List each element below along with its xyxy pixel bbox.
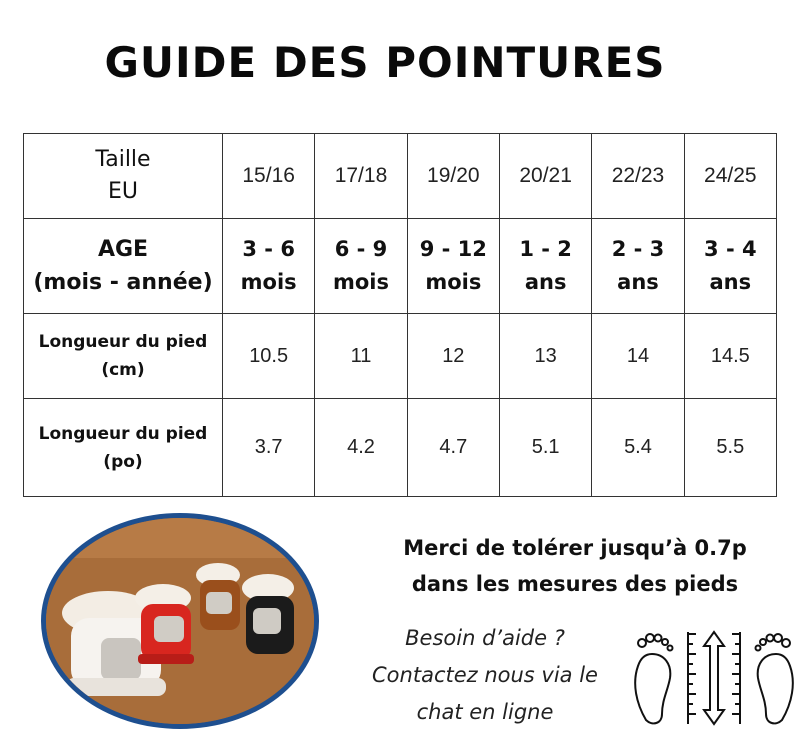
age-cell [407, 219, 499, 314]
size-cell: 19/20 [407, 134, 499, 219]
length-cm-cell: 13 [499, 314, 591, 399]
length-in-header-cell [24, 399, 223, 497]
length-cm-cell: 14 [592, 314, 684, 399]
size-chart-table [23, 133, 777, 497]
length-in-cell: 3.7 [223, 399, 315, 497]
help-line1: Besoin d’aide ? [405, 626, 565, 650]
tolerance-line1: Merci de tolérer jusqu’à 0.7p [403, 536, 747, 560]
age-cell [223, 219, 315, 314]
size-cell: 17/18 [315, 134, 407, 219]
table-row-length-cm [24, 314, 777, 399]
age-header-line2: (mois - année) [33, 270, 213, 295]
length-cm-header-cell [24, 314, 223, 399]
page-title: GUIDE DES POINTURES [104, 38, 666, 87]
length-in-header-line2: (po) [103, 451, 143, 472]
tolerance-note [360, 530, 790, 602]
length-cm-header-line2: (cm) [101, 360, 145, 380]
table-row-size [24, 134, 777, 219]
length-cm-header-line1: Longueur du pied [38, 332, 208, 352]
help-line3: chat en ligne [416, 700, 554, 724]
length-in-cell: 5.1 [499, 399, 591, 497]
age-cell [592, 219, 684, 314]
size-cell: 20/21 [499, 134, 591, 219]
age-range: 3 - 4 [704, 237, 757, 261]
age-unit: ans [617, 270, 659, 294]
length-cm-cell: 10.5 [223, 314, 315, 399]
age-unit: mois [425, 270, 482, 294]
age-range: 1 - 2 [519, 237, 572, 261]
age-range: 3 - 6 [242, 237, 295, 261]
age-range: 2 - 3 [611, 237, 665, 261]
size-cell: 24/25 [684, 134, 776, 219]
tolerance-line2: dans les mesures des pieds [411, 572, 739, 596]
age-cell [684, 219, 776, 314]
age-unit: mois [240, 270, 297, 294]
product-photo [41, 513, 319, 729]
age-cell [315, 219, 407, 314]
footprint-left-icon [635, 634, 672, 723]
size-header-line2: EU [107, 179, 138, 204]
length-in-cell: 4.2 [315, 399, 407, 497]
size-header-cell [24, 134, 223, 219]
age-unit: ans [524, 270, 567, 294]
ruler-arrow-icon [688, 632, 740, 724]
length-cm-cell: 11 [315, 314, 407, 399]
length-in-cell: 5.4 [592, 399, 684, 497]
length-in-cell: 5.5 [684, 399, 776, 497]
help-line2: Contactez nous via le [372, 663, 598, 687]
age-range: 9 - 12 [419, 237, 487, 261]
length-cm-cell: 12 [407, 314, 499, 399]
length-in-header-line1: Longueur du pied [38, 423, 208, 444]
age-header-line1: AGE [97, 237, 149, 262]
footprint-right-icon [756, 634, 793, 723]
size-cell: 22/23 [592, 134, 684, 219]
size-cell: 15/16 [223, 134, 315, 219]
help-note [355, 620, 615, 731]
length-in-cell: 4.7 [407, 399, 499, 497]
age-header-cell [24, 219, 223, 314]
age-range: 6 - 9 [334, 237, 388, 261]
age-unit: ans [709, 270, 752, 294]
age-unit: mois [332, 270, 389, 294]
table-row-age [24, 219, 777, 314]
size-header-line1: Taille [95, 147, 151, 172]
length-cm-cell: 14.5 [684, 314, 776, 399]
foot-measure-illustration [628, 628, 800, 728]
table-row-length-in [24, 399, 777, 497]
age-cell [499, 219, 591, 314]
